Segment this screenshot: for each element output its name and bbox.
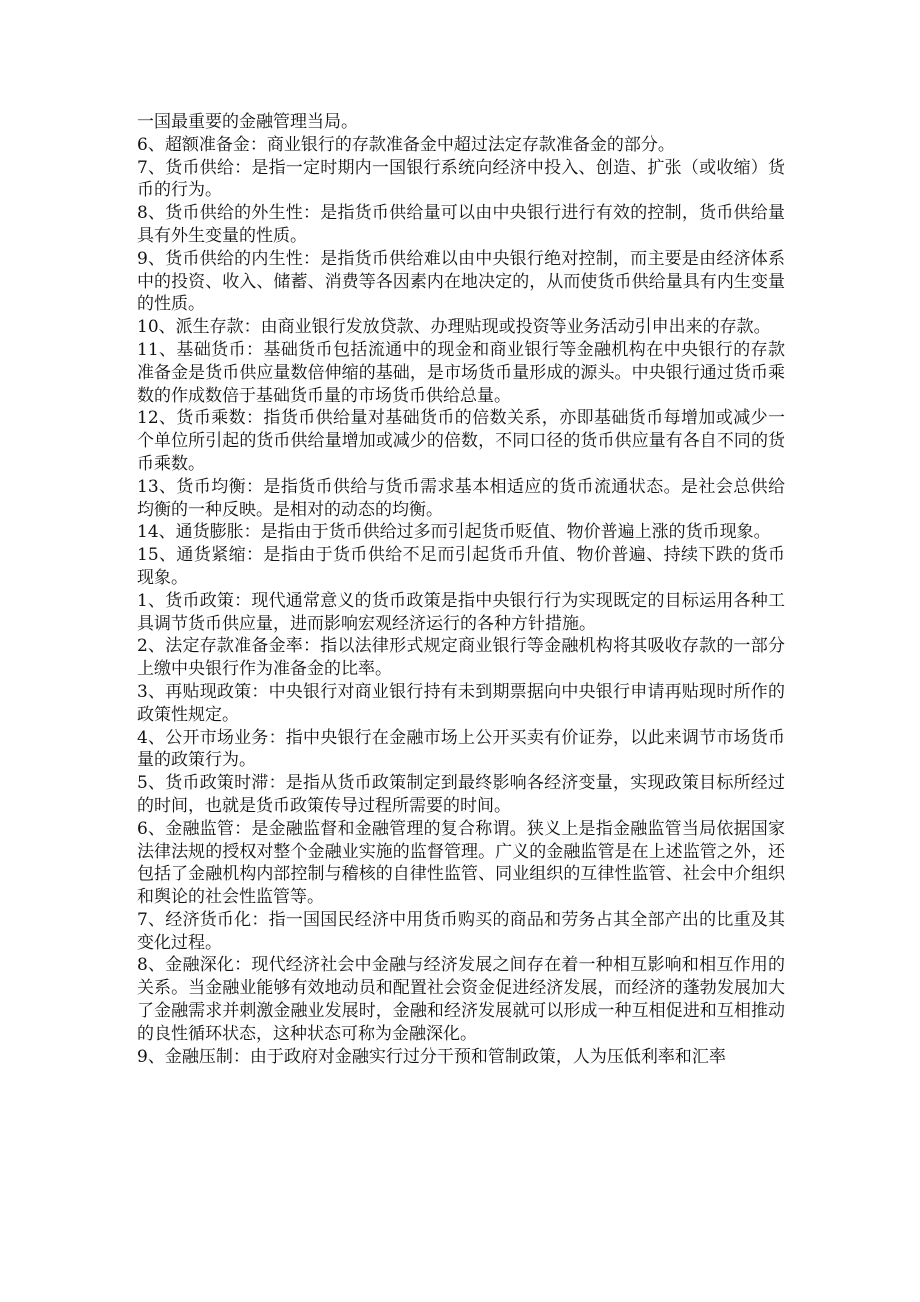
- paragraph-13: 3、再贴现政策：中央银行对商业银行持有未到期票据向中央银行申请再贴现时所作的政策性规定。: [137, 681, 785, 725]
- paragraph-15: 5、货币政策时滞：是指从货币政策制定到最终影响各经济变量，实现政策目标所经过的时间，也就是货币政策传导过程所需要的时间。: [137, 773, 785, 816]
- paragraph-7: 12、货币乘数：指货币供给量对基础货币的倍数关系，亦即基础货币每增加或减少一个单位所引起的货币供给量增加或减少的倍数，不同口径的货币供应量有各自不同的货币乘数。: [137, 408, 785, 474]
- paragraph-9: 14、通货膨胀：是指由于货币供给过多而引起货币贬值、物价普遍上涨的货币现象。: [137, 522, 771, 543]
- paragraph-2: 7、货币供给：是指一定时期内一国银行系统向经济中投入、创造、扩张（或收缩）货币的行为。: [137, 157, 785, 201]
- paragraph-0: 一国最重要的金融管理当局。: [137, 112, 358, 132]
- paragraph-10: 15、通货紧缩：是指由于货币供给不足而引起货币升值、物价普遍、持续下跌的货币现象。: [137, 545, 785, 588]
- paragraph-19: 9、金融压制：由于政府对金融实行过分干预和管制政策，人为压低利率和汇率: [137, 1046, 726, 1067]
- paragraph-1: 6、超额准备金：商业银行的存款准备金中超过法定存款准备金的部分。: [137, 134, 675, 155]
- paragraph-4: 9、货币供给的内生性：是指货币供给难以由中央银行绝对控制，而主要是由经济体系中的投资、收入、储蓄、消费等各因素内在地决定的，从而使货币供给量具有内生变量的性质。: [137, 248, 785, 315]
- document-body: [137, 111, 785, 1068]
- paragraph-18: 8、金融深化：现代经济社会中金融与经济发展之间存在着一种相互影响和相互作用的关系。当金融业能够有效地动员和配置社会资金促进经济发展，而经济的蓬勃发展加大了金融需求并刺激金融业发展时，金融和经济发展就可以形成一种互相促进和互相推动的良性循环状态，这种状态可称为金融深化。: [137, 955, 785, 1044]
- paragraph-8: 13、货币均衡：是指货币供给与货币需求基本相适应的货币流通状态。是社会总供给均衡的一种反映。是相对的动态的均衡。: [137, 476, 785, 520]
- paragraph-3: 8、货币供给的外生性：是指货币供给量可以由中央银行进行有效的控制，货币供给量具有外生变量的性质。: [137, 203, 785, 246]
- paragraph-6: 11、基础货币：基础货币包括流通中的现金和商业银行等金融机构在中央银行的存款准备金是货币供应量数倍伸缩的基础，是市场货币量形成的源头。中央银行通过货币乘数的作成数倍于基础货币量的市场货币供给总量。: [137, 339, 785, 406]
- paragraph-11: 1、货币政策：现代通常意义的货币政策是指中央银行行为实现既定的目标运用各种工具调节货币供应量，进而影响宏观经济运行的各种方针措施。: [137, 590, 785, 634]
- paragraph-14: 4、公开市场业务：指中央银行在金融市场上公开买卖有价证券，以此来调节市场货币量的政策行为。: [137, 727, 785, 771]
- paragraph-12: 2、法定存款准备金率：指以法律形式规定商业银行等金融机构将其吸收存款的一部分上缴中央银行作为准备金的比率。: [137, 636, 785, 680]
- paragraph-17: 7、经济货币化：指一国国民经济中用货币购买的商品和劳务占其全部产出的比重及其变化过程。: [137, 909, 785, 953]
- paragraph-5: 10、派生存款：由商业银行发放贷款、办理贴现或投资等业务活动引申出来的存款。: [137, 317, 771, 338]
- paragraph-16: 6、金融监管：是金融监督和金融管理的复合称谓。狭义上是指金融监管当局依据国家法律法规的授权对整个金融业实施的监督管理。广义的金融监管是在上述监管之外，还包括了金融机构内部控制与稽核的自律性监管、同业组织的互律性监管、社会中介组织和舆论的社会性监管等。: [137, 818, 785, 908]
